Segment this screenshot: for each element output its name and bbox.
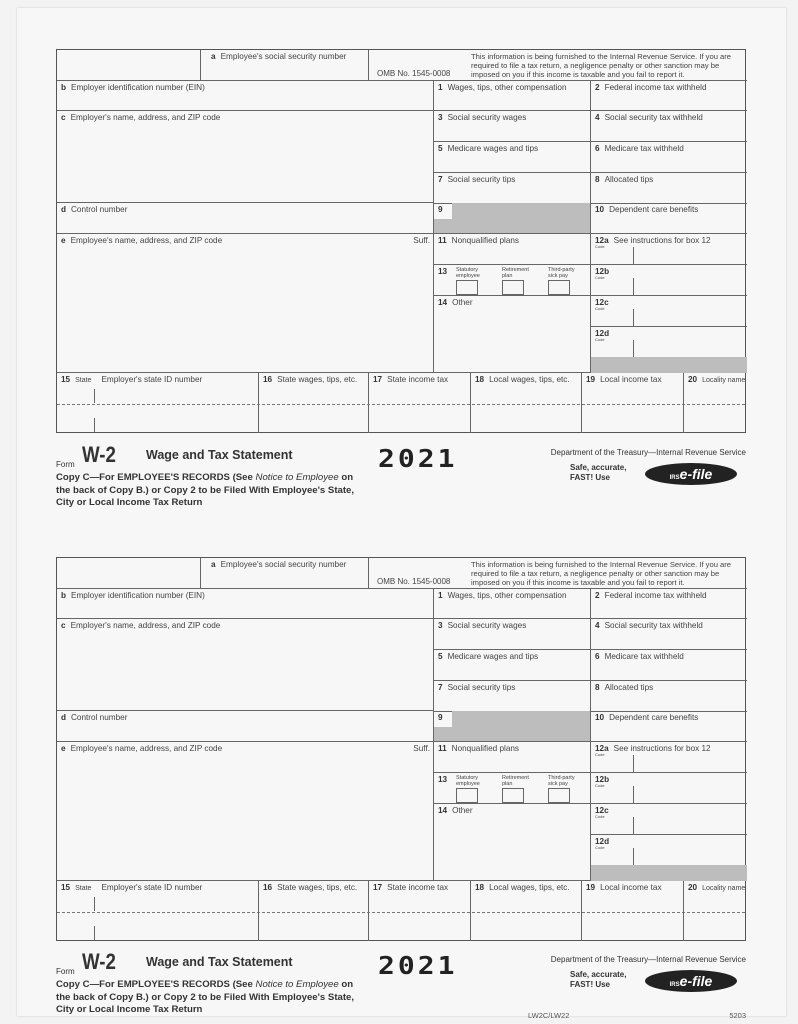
box20-field[interactable] — [684, 373, 747, 433]
box1-wages-field-number: 1 — [438, 83, 443, 92]
box8-field-label: Allocated tips — [604, 683, 654, 692]
statutory-checkbox[interactable] — [456, 788, 478, 803]
efile-logo — [645, 463, 737, 485]
box9-shading-lower — [434, 727, 590, 741]
employee-name-address-field-number: e — [61, 744, 66, 753]
form-word: Form — [56, 967, 75, 976]
control-number-field-number: d — [61, 713, 67, 722]
employer-ein-field-number: b — [61, 591, 67, 600]
thirdparty-label: Third-party sick pay — [548, 775, 575, 787]
employer-name-address-field-number: c — [61, 113, 66, 122]
efile-slogan — [570, 970, 626, 990]
box12b-code-divider — [633, 786, 634, 803]
employer-name-address-field[interactable] — [57, 619, 434, 711]
employer-ein-field-number: b — [61, 83, 67, 92]
box12d-field-number: 12d — [595, 329, 610, 338]
state-line-divider — [57, 404, 745, 405]
box12b-code-label: Code — [595, 783, 605, 788]
box16-field-number: 16 — [263, 375, 273, 384]
box12c-code-label: Code — [595, 814, 605, 819]
box12d-field[interactable] — [591, 327, 747, 358]
tax-year: 2021 — [378, 443, 458, 474]
box3-field[interactable] — [434, 111, 591, 142]
box10-dependent-care-field-label: Dependent care benefits — [609, 205, 699, 214]
employer-name-address-field-number: c — [61, 621, 66, 630]
box13-checkboxes[interactable] — [434, 773, 591, 804]
box18-field-label: Local wages, tips, etc. — [489, 883, 570, 892]
form-footer — [56, 442, 746, 522]
box12c-code-divider — [633, 309, 634, 326]
omb-number: OMB No. 1545-0008 — [377, 577, 451, 586]
safe-text: Safe, accurate, — [570, 970, 627, 979]
employee-name-address-field-label: Employee's name, address, and ZIP code — [70, 744, 223, 753]
box12d-code-divider — [633, 340, 634, 357]
box6-field[interactable] — [591, 142, 747, 173]
box2-federal-tax-field[interactable] — [591, 81, 747, 111]
form-name: W-2 — [82, 949, 116, 974]
box16-field-label: State wages, tips, etc. — [277, 883, 358, 892]
box17-field-label: State income tax — [387, 375, 449, 384]
box9-shading-lower — [434, 219, 590, 233]
box12c-code-label: Code — [595, 306, 605, 311]
employer-name-address-field-label: Employer's name, address, and ZIP code — [70, 621, 221, 630]
control-number-field-number: d — [61, 205, 67, 214]
form-footer — [56, 949, 746, 1024]
department-label: Department of the Treasury—Internal Revenue Service — [550, 955, 746, 964]
state-divider-bottom — [94, 418, 95, 432]
box12a-field-label: See instructions for box 12 — [613, 236, 711, 245]
box14-other-field-number: 14 — [438, 298, 448, 307]
box4-field-number: 4 — [595, 621, 600, 630]
box20-field-number: 20 — [688, 375, 698, 384]
box8-field[interactable] — [591, 681, 747, 712]
box1-wages-field[interactable] — [434, 81, 591, 111]
box18-field[interactable] — [471, 373, 582, 433]
box12b-code-divider — [633, 278, 634, 295]
state-id-label: Employer's state ID number — [101, 375, 203, 384]
box3-field-number: 3 — [438, 113, 443, 122]
box12b-field[interactable] — [591, 773, 747, 804]
box11-nonqualified-field-number: 11 — [438, 744, 447, 753]
box10-dependent-care-field[interactable] — [591, 711, 747, 742]
omb-number: OMB No. 1545-0008 — [377, 69, 451, 78]
catalog-code: LW2C/LW22 — [528, 1011, 570, 1020]
thirdparty-checkbox[interactable] — [548, 280, 570, 295]
box20-field-label: Locality name — [702, 885, 746, 892]
box13-checkboxes[interactable] — [434, 265, 591, 296]
box4-field[interactable] — [591, 111, 747, 142]
control-number-field[interactable] — [57, 203, 434, 234]
box12d-code-divider — [633, 848, 634, 865]
irs-notice: This information is being furnished to the Internal Revenue Service. If you are required to file a tax return, a negligence penalty or other sanction may be imposed on you if this income is taxable and you fail to report it. — [471, 52, 732, 79]
employer-name-address-field[interactable] — [57, 111, 434, 203]
box14-other-field-number: 14 — [438, 806, 448, 815]
box14-other-field[interactable] — [434, 296, 591, 373]
box4-field-number: 4 — [595, 113, 600, 122]
box8-field-label: Allocated tips — [604, 175, 654, 184]
box1-wages-field[interactable] — [434, 589, 591, 619]
retirement-label: Retirement plan — [502, 267, 529, 279]
statutory-label: Statutory employee — [456, 267, 480, 279]
box2-federal-tax-field-number: 2 — [595, 591, 600, 600]
box10-dependent-care-field-number: 10 — [595, 713, 605, 722]
box8-field[interactable] — [591, 173, 747, 204]
box12d-code-label: Code — [595, 845, 605, 850]
box4-field[interactable] — [591, 619, 747, 650]
box11-nonqualified-field[interactable] — [434, 234, 591, 265]
thirdparty-label: Third-party sick pay — [548, 267, 575, 279]
box1-wages-field-number: 1 — [438, 591, 443, 600]
box3-field[interactable] — [434, 619, 591, 650]
box12a-code-divider — [633, 755, 634, 772]
efile-text: e-file — [679, 973, 713, 989]
box12d-field-number: 12d — [595, 837, 610, 846]
box17-field[interactable] — [369, 373, 471, 433]
retirement-checkbox[interactable] — [502, 788, 524, 803]
box18-field-label: Local wages, tips, etc. — [489, 375, 570, 384]
box5-field-label: Medicare wages and tips — [447, 144, 539, 153]
box6-field-number: 6 — [595, 652, 600, 661]
box15-field-label: State — [75, 377, 92, 384]
statutory-label: Statutory employee — [456, 775, 480, 787]
box3-field-label: Social security wages — [447, 621, 527, 630]
box19-field-number: 19 — [586, 883, 596, 892]
employer-ein-field-label: Employer identification number (EIN) — [71, 83, 205, 92]
blank-cell — [57, 50, 201, 81]
box18-field[interactable] — [471, 881, 582, 941]
box18-field-number: 18 — [475, 375, 485, 384]
box11-nonqualified-field-label: Nonqualified plans — [451, 236, 520, 245]
box5-field-label: Medicare wages and tips — [447, 652, 539, 661]
box18-field-number: 18 — [475, 883, 485, 892]
employer-ein-field[interactable] — [57, 589, 434, 619]
box12d-field[interactable] — [591, 835, 747, 866]
box12b-field-number: 12b — [595, 267, 610, 276]
copy-text-b: on the back of Copy B.) or Copy 2 to be Filed With Employee's State, City or Local Income Tax Return — [56, 472, 355, 508]
box19-field-number: 19 — [586, 375, 596, 384]
box7-field-number: 7 — [438, 683, 443, 692]
box2-federal-tax-field-label: Federal income tax withheld — [604, 591, 707, 600]
box12a-code-label: Code — [595, 244, 605, 249]
box16-field[interactable] — [259, 881, 369, 941]
box12c-field-number: 12c — [595, 806, 609, 815]
box13-checkboxes-number: 13 — [438, 267, 448, 276]
efile-irs: IRS — [669, 982, 680, 988]
box1-wages-field-label: Wages, tips, other compensation — [447, 83, 567, 92]
box19-field[interactable] — [582, 881, 684, 941]
box9-field[interactable] — [434, 203, 591, 234]
form-name: W-2 — [82, 442, 116, 467]
box17-field[interactable] — [369, 881, 471, 941]
suff-label: Suff. — [413, 236, 430, 245]
box16-field-label: State wages, tips, etc. — [277, 375, 358, 384]
department-label: Department of the Treasury—Internal Revenue Service — [550, 448, 746, 457]
ssn-letter: a — [211, 560, 216, 569]
fast-text: FAST! Use — [570, 473, 611, 482]
catalog-number: 5203 — [729, 1011, 746, 1020]
box6-field[interactable] — [591, 650, 747, 681]
box11-nonqualified-field-number: 11 — [438, 236, 447, 245]
box13-checkboxes-number: 13 — [438, 775, 448, 784]
box12-shading — [591, 865, 747, 881]
retirement-checkbox[interactable] — [502, 280, 524, 295]
form-word: Form — [56, 460, 75, 469]
efile-text: e-file — [679, 466, 713, 482]
box17-field-label: State income tax — [387, 883, 449, 892]
box19-field-label: Local income tax — [600, 883, 662, 892]
copy-description — [56, 472, 366, 510]
box5-field-number: 5 — [438, 652, 443, 661]
copy-text-b: on the back of Copy B.) or Copy 2 to be Filed With Employee's State, City or Local Income Tax Return — [56, 979, 355, 1015]
state-divider-top — [94, 389, 95, 403]
box7-field-number: 7 — [438, 175, 443, 184]
irs-notice: This information is being furnished to the Internal Revenue Service. If you are required to file a tax return, a negligence penalty or other sanction may be imposed on you if this income is taxable and you fail to report it. — [471, 560, 732, 587]
box10-dependent-care-field-label: Dependent care benefits — [609, 713, 699, 722]
box1-wages-field-label: Wages, tips, other compensation — [447, 591, 567, 600]
box6-field-label: Medicare tax withheld — [604, 652, 684, 661]
thirdparty-checkbox[interactable] — [548, 788, 570, 803]
box16-field-number: 16 — [263, 883, 273, 892]
box20-field-label: Locality name — [702, 377, 746, 384]
box15-field[interactable] — [57, 373, 259, 433]
box12a-field[interactable] — [591, 742, 747, 773]
control-number-field-label: Control number — [71, 205, 128, 214]
state-divider-bottom — [94, 926, 95, 940]
omb-cell — [369, 558, 747, 589]
box16-field[interactable] — [259, 373, 369, 433]
employer-ein-field[interactable] — [57, 81, 434, 111]
box12b-code-label: Code — [595, 275, 605, 280]
box4-field-label: Social security tax withheld — [604, 113, 703, 122]
box3-field-label: Social security wages — [447, 113, 527, 122]
box7-field[interactable] — [434, 681, 591, 712]
box7-field[interactable] — [434, 173, 591, 204]
employer-ein-field-label: Employer identification number (EIN) — [71, 591, 205, 600]
box12b-field-number: 12b — [595, 775, 610, 784]
box14-other-field-label: Other — [452, 298, 473, 307]
box15-field-number: 15 — [61, 883, 71, 892]
box2-federal-tax-field-number: 2 — [595, 83, 600, 92]
box5-field[interactable] — [434, 650, 591, 681]
box10-dependent-care-field-number: 10 — [595, 205, 605, 214]
employee-name-address-field[interactable] — [57, 234, 434, 373]
employee-name-address-field-number: e — [61, 236, 66, 245]
control-number-field[interactable] — [57, 711, 434, 742]
box7-field-label: Social security tips — [447, 683, 516, 692]
box12a-field-number: 12a — [595, 744, 609, 753]
safe-text: Safe, accurate, — [570, 463, 627, 472]
copy-text-a: Copy C—For EMPLOYEE'S RECORDS (See — [56, 979, 256, 990]
box6-field-label: Medicare tax withheld — [604, 144, 684, 153]
form-title: Wage and Tax Statement — [146, 955, 293, 969]
box12a-field-number: 12a — [595, 236, 609, 245]
box11-nonqualified-field-label: Nonqualified plans — [451, 744, 520, 753]
box2-federal-tax-field[interactable] — [591, 589, 747, 619]
blank-cell — [57, 558, 201, 589]
box12-shading — [591, 357, 747, 373]
box9-field-number: 9 — [438, 205, 443, 214]
state-line-divider — [57, 912, 745, 913]
fast-text: FAST! Use — [570, 980, 611, 989]
box5-field[interactable] — [434, 142, 591, 173]
box8-field-number: 8 — [595, 683, 600, 692]
box12a-code-label: Code — [595, 752, 605, 757]
box12c-field[interactable] — [591, 804, 747, 835]
box12c-field[interactable] — [591, 296, 747, 327]
box17-field-number: 17 — [373, 375, 383, 384]
box12b-field[interactable] — [591, 265, 747, 296]
state-divider-top — [94, 897, 95, 911]
box10-dependent-care-field[interactable] — [591, 203, 747, 234]
box7-field-label: Social security tips — [447, 175, 516, 184]
state-id-label: Employer's state ID number — [101, 883, 203, 892]
efile-irs: IRS — [669, 475, 680, 481]
statutory-checkbox[interactable] — [456, 280, 478, 295]
w2-form — [56, 49, 746, 433]
box15-field-label: State — [75, 885, 92, 892]
box9-field-number: 9 — [438, 713, 443, 722]
box4-field-label: Social security tax withheld — [604, 621, 703, 630]
efile-logo — [645, 970, 737, 992]
omb-cell — [369, 50, 747, 81]
box19-field-label: Local income tax — [600, 375, 662, 384]
ssn-label: Employee's social security number — [220, 560, 347, 569]
box12a-code-divider — [633, 247, 634, 264]
copy-description — [56, 979, 366, 1017]
employer-name-address-field-label: Employer's name, address, and ZIP code — [70, 113, 221, 122]
box19-field[interactable] — [582, 373, 684, 433]
control-number-field-label: Control number — [71, 713, 128, 722]
box5-field-number: 5 — [438, 144, 443, 153]
box3-field-number: 3 — [438, 621, 443, 630]
box12a-field[interactable] — [591, 234, 747, 265]
copy-text-a: Copy C—For EMPLOYEE'S RECORDS (See — [56, 472, 256, 483]
retirement-label: Retirement plan — [502, 775, 529, 787]
box20-field-number: 20 — [688, 883, 698, 892]
suff-label: Suff. — [413, 744, 430, 753]
employee-ssn-field[interactable] — [201, 558, 369, 589]
w2-form — [56, 557, 746, 941]
efile-slogan — [570, 463, 626, 483]
box9-field[interactable] — [434, 711, 591, 742]
box14-other-field[interactable] — [434, 804, 591, 881]
box14-other-field-label: Other — [452, 806, 473, 815]
box12d-code-label: Code — [595, 337, 605, 342]
employee-name-address-field[interactable] — [57, 742, 434, 881]
box15-field-number: 15 — [61, 375, 71, 384]
box12c-field-number: 12c — [595, 298, 609, 307]
box15-field[interactable] — [57, 881, 259, 941]
ssn-letter: a — [211, 52, 216, 61]
copy-text-italic: Notice to Employee — [255, 472, 339, 483]
employee-ssn-field[interactable] — [201, 50, 369, 81]
copy-text-italic: Notice to Employee — [255, 979, 339, 990]
box2-federal-tax-field-label: Federal income tax withheld — [604, 83, 707, 92]
box6-field-number: 6 — [595, 144, 600, 153]
employee-name-address-field-label: Employee's name, address, and ZIP code — [70, 236, 223, 245]
box12a-field-label: See instructions for box 12 — [613, 744, 711, 753]
form-title: Wage and Tax Statement — [146, 448, 293, 462]
ssn-label: Employee's social security number — [220, 52, 347, 61]
box11-nonqualified-field[interactable] — [434, 742, 591, 773]
tax-year: 2021 — [378, 950, 458, 981]
box17-field-number: 17 — [373, 883, 383, 892]
box20-field[interactable] — [684, 881, 747, 941]
box8-field-number: 8 — [595, 175, 600, 184]
box12c-code-divider — [633, 817, 634, 834]
